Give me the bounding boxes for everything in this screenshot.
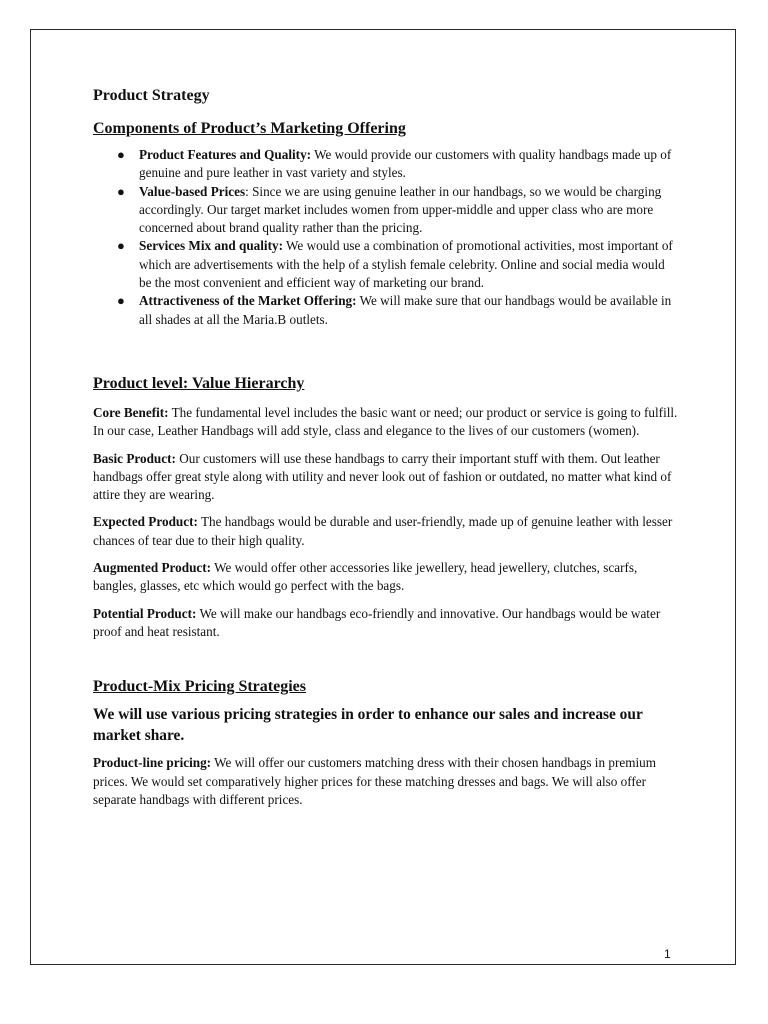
document-title: Product Strategy [93, 87, 210, 104]
bullet-text: We would provide our customers with quality handbags made up of genuine and pure leather in vast variety and styles. [139, 147, 672, 181]
list-item [93, 237, 678, 292]
bullet-icon: ● [117, 238, 125, 254]
section-heading-pricing: Product-Mix Pricing Strategies [93, 678, 306, 696]
paragraph-potential-product [93, 605, 678, 642]
paragraph-lead: Expected Product: [93, 514, 198, 530]
section-heading-components: Components of Product’s Marketing Offering [93, 120, 406, 137]
bullet-text: We would use a combination of promotional activities, most important of which are advertisements with the help of a stylish female celebrity. Online and social media would be the most convenient and efficient way of marketing our brand. [139, 238, 673, 291]
paragraph-text: We would offer other accessories like jewellery, head jewellery, clutches, scarfs, bangles, glasses, etc which would go perfect with the bags. [93, 560, 638, 594]
paragraph-text: Our customers will use these handbags to carry their important stuff with them. Out leather handbags offer great style along with utility and never look out of fashion or outdated, no matter what kind of attire they are wearing. [93, 450, 672, 503]
bullet-lead: Product Features and Quality: [139, 147, 312, 162]
components-list [93, 146, 678, 329]
paragraph-text: We will make our handbags eco-friendly and innovative. Our handbags would be water proof and heat resistant. [93, 605, 661, 639]
paragraph-lead: Basic Product: [93, 450, 176, 466]
paragraph-expected-product [93, 513, 678, 550]
bullet-lead: Services Mix and quality: [139, 238, 283, 254]
bullet-icon: ● [117, 183, 125, 199]
paragraph-product-line-pricing [93, 754, 678, 809]
list-item [93, 183, 678, 238]
paragraph-lead: Potential Product: [93, 605, 197, 621]
paragraph-text: The fundamental level includes the basic want or need; our product or service is going to fulfill. In our case, Leather Handbags will add style, class and elegance to the lives of our customers (women). [93, 404, 678, 439]
list-item [93, 146, 678, 183]
section-heading-hierarchy: Product level: Value Hierarchy [93, 374, 305, 392]
paragraph-augmented-product [93, 559, 678, 596]
bullet-lead: Value-based Prices [139, 183, 246, 199]
paragraph-basic-product [93, 450, 678, 505]
bullet-text: : Since we are using genuine leather in our handbags, so we would be charging accordingly. Our target market includes women from upper-middle and upper class who are more concerned about brand quality rather than the pricing. [139, 183, 662, 236]
pricing-intro: We will use various pricing strategies in order to enhance our sales and increase our market share. [93, 706, 643, 745]
paragraph-text: We will offer our customers matching dress with their chosen handbags in premium prices. We would set comparatively higher prices for these matching dresses and bags. We will also offer separate handbags with different prices. [93, 755, 656, 807]
paragraph-core-benefit [93, 404, 678, 441]
bullet-text: We will make sure that our handbags would be available in all shades at all the Maria.B outlets. [139, 293, 672, 327]
page-number: 1 [664, 947, 671, 961]
bullet-icon: ● [117, 293, 125, 309]
bullet-icon: ● [117, 147, 125, 162]
paragraph-text: The handbags would be durable and user-friendly, made up of genuine leather with lesser chances of tear due to their high quality. [93, 514, 673, 548]
list-item [93, 292, 678, 329]
paragraph-lead: Core Benefit: [93, 404, 169, 420]
paragraph-lead: Augmented Product: [93, 560, 212, 576]
paragraph-lead: Product-line pricing: [93, 755, 212, 771]
document-body [93, 85, 678, 818]
bullet-lead: Attractiveness of the Market Offering: [139, 293, 357, 309]
